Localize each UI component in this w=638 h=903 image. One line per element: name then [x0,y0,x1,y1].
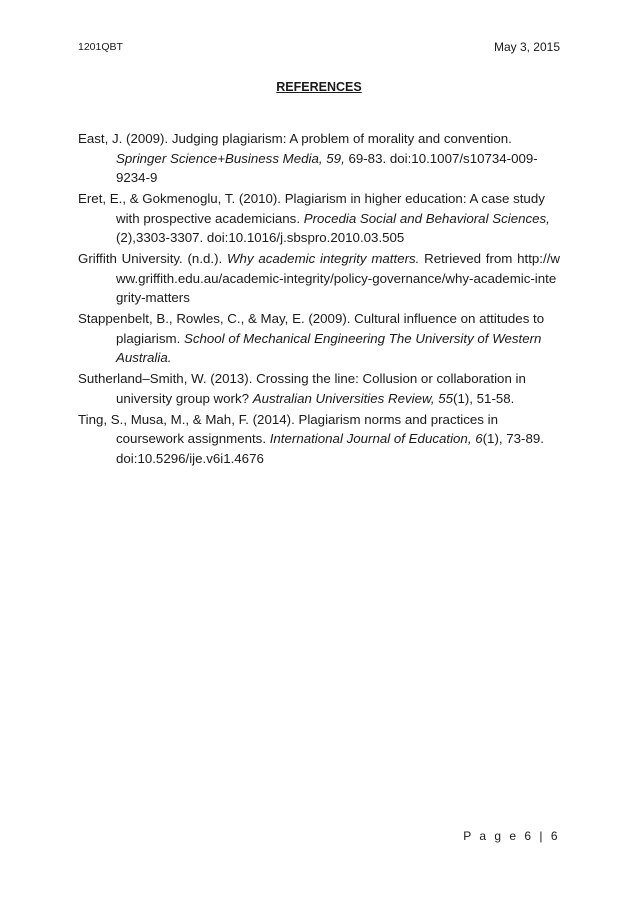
header-course-code: 1201QBT [78,41,123,53]
reference-authors-title: East, J. (2009). Judging plagiarism: A problem of morality and convention. [78,131,512,146]
reference-details: (1), 51-58. [453,390,515,406]
reference-source: School of Mechanical Engineering The University of Western Australia. [116,330,542,365]
page-number: P a g e 6 | 6 [463,829,560,843]
reference-entry-griffith [78,249,560,308]
reference-entry-ting [78,410,560,469]
reference-authors-title: Stappenbelt, B., Rowles, C., & May, E. (2009). Cultural influence on attitudes to plagiarism. [78,311,545,346]
reference-source: Why academic integrity matters. [227,251,420,266]
reference-authors-title: Griffith University. (n.d.). [78,251,227,266]
reference-authors-title: Sutherland–Smith, W. (2013). Crossing the line: Collusion or collaboration in university group work? [78,371,526,406]
reference-entry-eret [78,189,560,248]
reference-authors-title: Ting, S., Musa, M., & Mah, F. (2014). Plagiarism norms and practices in coursework assignments. [78,411,498,446]
reference-details: 69-83. doi:10.1007/s10734-009-9234-9 [116,150,538,185]
references-title: REFERENCES [276,80,362,94]
reference-details: Retrieved from http://www.griffith.edu.au/academic-integrity/policy-governance/why-academic-integrity-matters [116,251,560,305]
reference-details: (1), 73-89. doi:10.5296/ije.v6i1.4676 [116,431,544,466]
reference-entry-sutherland-smith [78,369,560,408]
reference-source: Springer Science+Business Media, 59, [116,150,345,166]
reference-list [78,129,560,470]
reference-entry-stappenbelt [78,309,560,368]
reference-source: Procedia Social and Behavioral Sciences, [303,210,550,226]
reference-source: International Journal of Education, 6 [269,431,483,446]
reference-authors-title: Eret, E., & Gokmenoglu, T. (2010). Plagiarism in higher education: A case study with prospective academicians. [78,191,545,226]
reference-source: Australian Universities Review, 55 [252,390,454,406]
reference-entry-east [78,129,560,188]
reference-details: (2),3303-3307. doi:10.1016/j.sbspro.2010.03.505 [116,230,405,245]
header-date: May 3, 2015 [493,40,560,54]
